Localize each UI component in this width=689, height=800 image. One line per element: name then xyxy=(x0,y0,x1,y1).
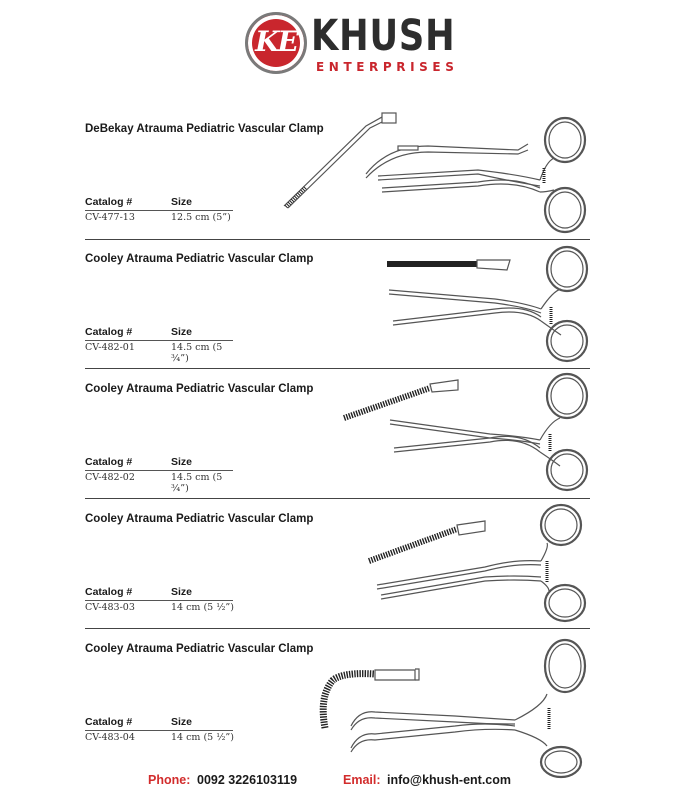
catalog-header: Catalog # xyxy=(85,196,133,208)
section-divider xyxy=(85,628,590,629)
catalog-header: Catalog # xyxy=(85,456,133,468)
size-value: 14 cm (5 ½”) xyxy=(171,732,234,743)
size-header: Size xyxy=(171,456,193,468)
size-header: Size xyxy=(171,326,193,338)
clamp-illustration xyxy=(385,243,595,365)
company-tagline: ENTERPRISES xyxy=(316,60,459,74)
section-divider xyxy=(85,368,590,369)
catalog-header: Catalog # xyxy=(85,326,133,338)
clamp-illustration xyxy=(315,636,595,780)
product-title: Cooley Atrauma Pediatric Vascular Clamp xyxy=(85,383,314,395)
size-value: 14.5 cm (5 ¾”) xyxy=(171,342,223,364)
company-name: KHUSH xyxy=(311,11,456,61)
phone-label: Phone: xyxy=(148,773,191,787)
spec-rule xyxy=(85,470,233,471)
clamp-illustration xyxy=(340,372,595,494)
spec-rule xyxy=(85,730,233,731)
product-title: Cooley Atrauma Pediatric Vascular Clamp xyxy=(85,643,314,655)
phone-number[interactable]: 0092 3226103119 xyxy=(197,773,298,787)
section-divider xyxy=(85,239,590,240)
size-header: Size xyxy=(171,716,193,728)
size-header: Size xyxy=(171,196,193,208)
contact-footer xyxy=(0,773,689,793)
catalog-number: CV-477-13 xyxy=(85,212,135,223)
catalog-number: CV-483-04 xyxy=(85,732,135,743)
email-address[interactable]: info@khush-ent.com xyxy=(387,773,511,787)
catalog-number: CV-483-03 xyxy=(85,602,135,613)
catalog-number: CV-482-01 xyxy=(85,342,135,353)
spec-rule xyxy=(85,340,233,341)
size-value: 14 cm (5 ½”) xyxy=(171,602,234,613)
catalog-header: Catalog # xyxy=(85,716,133,728)
spec-rule xyxy=(85,600,233,601)
catalog-number: CV-482-02 xyxy=(85,472,135,483)
section-divider xyxy=(85,498,590,499)
size-value: 14.5 cm (5 ¾”) xyxy=(171,472,223,494)
email-label: Email: xyxy=(343,773,381,787)
product-title: Cooley Atrauma Pediatric Vascular Clamp xyxy=(85,513,314,525)
catalog-header: Catalog # xyxy=(85,586,133,598)
product-title: Cooley Atrauma Pediatric Vascular Clamp xyxy=(85,253,314,265)
size-header: Size xyxy=(171,586,193,598)
company-logo xyxy=(241,11,459,78)
product-title: DeBekay Atrauma Pediatric Vascular Clamp xyxy=(85,123,324,135)
spec-rule xyxy=(85,210,233,211)
clamp-illustration xyxy=(365,503,595,625)
size-value: 12.5 cm (5”) xyxy=(171,212,231,223)
logo-monogram: KE xyxy=(255,25,297,58)
clamp-illustration xyxy=(278,110,598,236)
